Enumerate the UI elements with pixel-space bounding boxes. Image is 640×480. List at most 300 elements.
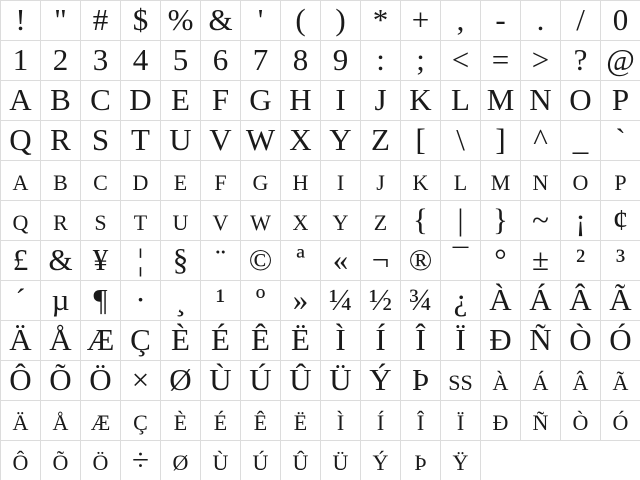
glyph: E [173,170,188,195]
glyph: È [171,322,190,357]
glyph: A [12,170,29,195]
glyph: + [411,2,430,37]
glyph: D [132,170,149,195]
glyph-cell[interactable] [1,441,41,480]
glyph-cell[interactable] [481,241,521,281]
glyph-cell[interactable] [281,161,321,201]
glyph-cell[interactable] [561,201,601,241]
glyph-cell[interactable] [201,241,241,281]
glyph: § [172,242,189,277]
glyph-cell[interactable] [281,41,321,81]
glyph-cell[interactable] [521,401,561,441]
glyph: O [569,82,592,117]
glyph: N [532,170,549,195]
glyph-cell[interactable] [601,361,640,401]
glyph-cell[interactable] [601,401,640,441]
glyph-cell[interactable] [161,161,201,201]
glyph-cell[interactable] [361,441,401,480]
glyph: Ë [291,322,310,357]
glyph-cell[interactable] [81,401,121,441]
glyph-cell[interactable] [321,1,361,41]
glyph: Y [332,210,349,235]
glyph-cell[interactable] [241,161,281,201]
glyph-cell[interactable] [561,401,601,441]
glyph: V [212,210,229,235]
glyph-cell[interactable] [601,201,640,241]
glyph-cell[interactable] [281,281,321,321]
glyph-cell[interactable] [81,361,121,401]
glyph-cell[interactable] [401,81,441,121]
glyph-cell[interactable] [521,161,561,201]
glyph: F [214,170,227,195]
glyph: R [53,210,68,235]
glyph: U [172,210,189,235]
glyph-cell[interactable] [441,241,481,281]
glyph: Â [569,282,592,317]
glyph-cell[interactable] [361,241,401,281]
glyph-cell[interactable] [121,1,161,41]
glyph-cell[interactable] [481,121,521,161]
glyph-cell[interactable] [81,41,121,81]
glyph-cell[interactable] [41,401,81,441]
glyph-cell[interactable] [521,281,561,321]
glyph-cell[interactable] [561,321,601,361]
glyph-cell[interactable] [121,121,161,161]
glyph-cell[interactable] [521,361,561,401]
glyph-cell[interactable] [81,161,121,201]
glyph-cell[interactable] [321,401,361,441]
glyph-cell[interactable] [161,121,201,161]
glyph: ¥ [92,242,109,277]
glyph: Î [416,410,425,435]
glyph-cell[interactable] [401,321,441,361]
glyph: ) [335,2,346,37]
glyph-cell[interactable] [201,441,241,480]
glyph-cell[interactable] [481,81,521,121]
glyph-cell[interactable] [441,441,481,480]
glyph: Ó [609,322,632,357]
glyph-cell[interactable] [1,281,41,321]
glyph-cell[interactable] [321,201,361,241]
glyph-cell[interactable] [201,361,241,401]
glyph: [ [415,122,426,157]
glyph-cell[interactable] [441,281,481,321]
glyph-cell[interactable] [201,321,241,361]
glyph-cell[interactable] [41,201,81,241]
glyph-cell[interactable] [401,441,441,480]
glyph: Û [292,450,309,475]
glyph-cell[interactable] [41,1,81,41]
glyph-cell[interactable] [281,1,321,41]
glyph: Û [289,362,312,397]
glyph-cell[interactable] [161,1,201,41]
glyph: Z [371,122,390,157]
glyph: ~ [532,202,549,237]
glyph-cell[interactable] [361,1,401,41]
glyph-cell[interactable] [1,1,41,41]
glyph-cell[interactable] [601,241,640,281]
glyph-cell[interactable] [41,321,81,361]
glyph-cell[interactable] [81,121,121,161]
glyph: L [451,82,470,117]
glyph-cell[interactable] [161,361,201,401]
glyph: À [492,370,509,395]
glyph-cell[interactable] [561,281,601,321]
glyph-cell[interactable] [121,361,161,401]
glyph-cell[interactable] [521,321,561,361]
glyph-cell[interactable] [601,1,640,41]
glyph-row [1,361,640,401]
glyph-cell[interactable] [121,281,161,321]
glyph: N [529,82,552,117]
glyph-cell[interactable] [81,241,121,281]
glyph-row [1,121,640,161]
glyph-cell[interactable] [121,201,161,241]
glyph-cell[interactable] [521,81,561,121]
glyph-cell[interactable] [41,281,81,321]
glyph: Ê [251,322,270,357]
glyph: G [249,82,272,117]
glyph-cell[interactable] [41,441,81,480]
glyph: J [376,170,385,195]
glyph-cell[interactable] [561,81,601,121]
glyph: 4 [132,42,149,77]
glyph-cell[interactable] [441,1,481,41]
glyph-cell[interactable] [561,1,601,41]
glyph-cell[interactable] [361,321,401,361]
glyph: Ä [9,322,32,357]
glyph: Ä [12,410,29,435]
glyph-cell[interactable] [321,281,361,321]
glyph-cell[interactable] [241,201,281,241]
glyph: Þ [411,362,430,397]
glyph-cell[interactable] [161,401,201,441]
glyph: M [490,170,511,195]
glyph: = [491,42,510,77]
glyph-cell[interactable] [481,161,521,201]
glyph: Æ [90,410,111,435]
glyph-cell[interactable] [321,41,361,81]
glyph: ( [295,2,306,37]
glyph: Ç [130,322,151,357]
glyph-cell[interactable] [441,361,481,401]
glyph: 8 [292,42,309,77]
glyph-cell[interactable] [1,201,41,241]
glyph-cell[interactable] [81,281,121,321]
glyph-cell[interactable] [401,41,441,81]
glyph-cell[interactable] [41,241,81,281]
glyph: Ö [89,362,112,397]
glyph: A [9,82,32,117]
glyph-row [1,441,640,480]
glyph: ¯ [452,242,469,277]
glyph-cell[interactable] [241,321,281,361]
glyph: Ã [609,282,632,317]
glyph-cell[interactable] [481,201,521,241]
glyph: · [135,282,146,317]
glyph: Á [532,370,549,395]
glyph-cell[interactable] [361,41,401,81]
glyph: ¸ [175,282,186,317]
glyph-cell[interactable] [1,361,41,401]
glyph: / [576,2,585,37]
glyph: Đ [492,410,509,435]
glyph: Þ [414,450,427,475]
glyph-cell[interactable] [201,201,241,241]
glyph: H [292,170,309,195]
glyph: ¬ [371,242,390,277]
glyph-cell[interactable] [601,121,640,161]
glyph: F [211,82,230,117]
glyph-cell[interactable] [401,201,441,241]
glyph-cell[interactable] [401,401,441,441]
glyph: Ý [369,362,392,397]
glyph-cell[interactable] [401,161,441,201]
glyph-cell[interactable] [601,321,640,361]
glyph: . [536,2,545,37]
glyph-cell[interactable] [201,1,241,41]
glyph-row [1,201,640,241]
glyph-cell[interactable] [361,121,401,161]
glyph: ¹ [215,282,226,317]
glyph-cell[interactable] [401,121,441,161]
glyph-cell[interactable] [41,121,81,161]
glyph-cell[interactable] [481,401,521,441]
glyph-cell[interactable] [401,281,441,321]
glyph-cell[interactable] [41,361,81,401]
glyph-cell[interactable] [201,41,241,81]
glyph: O [572,170,589,195]
glyph-cell[interactable] [321,361,361,401]
glyph: Ò [569,322,592,357]
glyph: 1 [12,42,29,77]
glyph: Ï [455,322,466,357]
glyph-cell[interactable] [601,81,640,121]
glyph: » [292,282,309,317]
glyph-cell[interactable] [601,41,640,81]
glyph: I [335,82,346,117]
glyph-cell[interactable] [81,1,121,41]
glyph-cell[interactable] [1,241,41,281]
glyph-cell[interactable] [321,121,361,161]
glyph-cell[interactable] [441,321,481,361]
glyph-cell[interactable] [481,41,521,81]
glyph-cell[interactable] [401,241,441,281]
glyph-cell[interactable] [41,81,81,121]
glyph-cell[interactable] [241,41,281,81]
glyph: Ý [372,450,389,475]
glyph-cell[interactable] [121,441,161,480]
glyph-cell[interactable] [441,201,481,241]
glyph-cell[interactable] [121,41,161,81]
glyph: Q [9,122,32,157]
glyph-cell[interactable] [161,241,201,281]
glyph: , [456,2,465,37]
glyph: ¨ [215,242,226,277]
glyph-cell[interactable] [561,41,601,81]
glyph: T [133,210,148,235]
glyph-cell[interactable] [121,321,161,361]
glyph: Ø [169,362,192,397]
glyph-cell[interactable] [201,401,241,441]
glyph-cell[interactable] [81,81,121,121]
glyph: 5 [172,42,189,77]
glyph: H [289,82,312,117]
glyph-cell[interactable] [481,281,521,321]
glyph-cell[interactable] [521,201,561,241]
glyph-cell[interactable] [561,121,601,161]
glyph: $ [132,2,149,37]
glyph: ± [531,242,549,277]
glyph-cell[interactable] [281,121,321,161]
glyph-cell[interactable] [281,361,321,401]
glyph-cell[interactable] [441,41,481,81]
glyph: ° [494,242,507,277]
glyph-cell[interactable] [361,161,401,201]
glyph: ¼ [328,282,353,317]
glyph-cell[interactable] [281,321,321,361]
glyph-cell[interactable] [481,321,521,361]
glyph: > [531,42,550,77]
glyph-cell[interactable] [601,281,640,321]
glyph-cell[interactable] [561,361,601,401]
glyph: Z [373,210,388,235]
glyph-cell[interactable] [161,281,201,321]
glyph-cell[interactable] [561,241,601,281]
glyph-cell[interactable] [481,361,521,401]
glyph: ³ [615,242,626,277]
glyph-cell[interactable] [241,121,281,161]
glyph-cell[interactable] [161,81,201,121]
glyph-cell[interactable] [81,201,121,241]
glyph: E [171,82,190,117]
glyph-cell[interactable] [1,401,41,441]
glyph-cell[interactable] [1,121,41,161]
glyph-cell[interactable] [1,41,41,81]
glyph-cell[interactable] [161,441,201,480]
glyph-cell[interactable] [41,41,81,81]
glyph-cell[interactable] [361,361,401,401]
glyph-cell[interactable] [321,241,361,281]
glyph: Y [329,122,352,157]
glyph-cell[interactable] [281,441,321,480]
glyph-cell[interactable] [441,161,481,201]
glyph: ÷ [131,442,149,477]
glyph-cell[interactable] [521,121,561,161]
glyph-cell[interactable] [441,81,481,121]
glyph-cell[interactable] [281,241,321,281]
glyph-cell[interactable] [161,41,201,81]
glyph-cell[interactable] [121,81,161,121]
glyph: \ [456,122,465,157]
glyph: Ò [572,410,589,435]
glyph: : [376,42,385,77]
glyph-cell[interactable] [161,321,201,361]
glyph-cell[interactable] [601,161,640,201]
glyph: Ü [329,362,352,397]
glyph-cell[interactable] [481,1,521,41]
glyph-cell[interactable] [241,281,281,321]
glyph-cell[interactable] [241,401,281,441]
glyph: Ô [12,450,29,475]
glyph-cell[interactable] [241,1,281,41]
glyph-cell[interactable] [161,201,201,241]
glyph-cell[interactable] [201,281,241,321]
glyph: ² [575,242,586,277]
glyph-cell[interactable] [121,161,161,201]
glyph-cell[interactable] [401,1,441,41]
glyph: ® [408,242,433,277]
glyph-cell[interactable] [361,401,401,441]
glyph-cell[interactable] [1,321,41,361]
glyph-cell[interactable] [1,161,41,201]
glyph: 3 [92,42,109,77]
glyph: µ [51,282,70,317]
glyph-cell[interactable] [361,81,401,121]
glyph-cell[interactable] [321,161,361,201]
glyph: K [409,82,432,117]
glyph-cell[interactable] [241,361,281,401]
glyph: Ù [209,362,232,397]
glyph: Q [12,210,29,235]
glyph-cell[interactable] [361,201,401,241]
glyph: Ù [212,450,229,475]
glyph: 7 [252,42,269,77]
glyph-cell[interactable] [521,1,561,41]
glyph: ¶ [93,282,108,317]
glyph-cell[interactable] [401,361,441,401]
glyph-cell[interactable] [321,441,361,480]
glyph-cell[interactable] [521,241,561,281]
glyph: D [129,82,152,117]
glyph-cell[interactable] [281,201,321,241]
glyph: L [453,170,468,195]
glyph: Ó [612,410,629,435]
glyph: * [372,2,389,37]
glyph: } [493,202,508,237]
glyph-cell[interactable] [201,121,241,161]
glyph-cell[interactable] [441,401,481,441]
glyph: # [92,2,109,37]
glyph-cell[interactable] [201,161,241,201]
glyph: < [451,42,470,77]
glyph-cell[interactable] [1,81,41,121]
glyph-cell[interactable] [241,441,281,480]
glyph-cell[interactable] [241,81,281,121]
glyph-cell[interactable] [121,401,161,441]
glyph-cell[interactable] [361,281,401,321]
glyph-cell[interactable] [281,81,321,121]
glyph: ! [15,2,26,37]
glyph-cell[interactable] [81,441,121,480]
glyph-cell[interactable] [41,161,81,201]
glyph-cell[interactable] [321,81,361,121]
glyph-cell[interactable] [201,81,241,121]
glyph-cell[interactable] [321,321,361,361]
glyph-cell[interactable] [81,321,121,361]
glyph-cell[interactable] [241,241,281,281]
glyph-cell[interactable] [441,121,481,161]
glyph: 2 [52,42,69,77]
glyph-cell[interactable] [561,161,601,201]
glyph-cell[interactable] [121,241,161,281]
glyph-row [1,241,640,281]
glyph-cell[interactable] [281,401,321,441]
glyph-cell[interactable] [521,41,561,81]
glyph: C [93,170,108,195]
glyph: X [292,210,309,235]
glyph: ¾ [408,282,433,317]
